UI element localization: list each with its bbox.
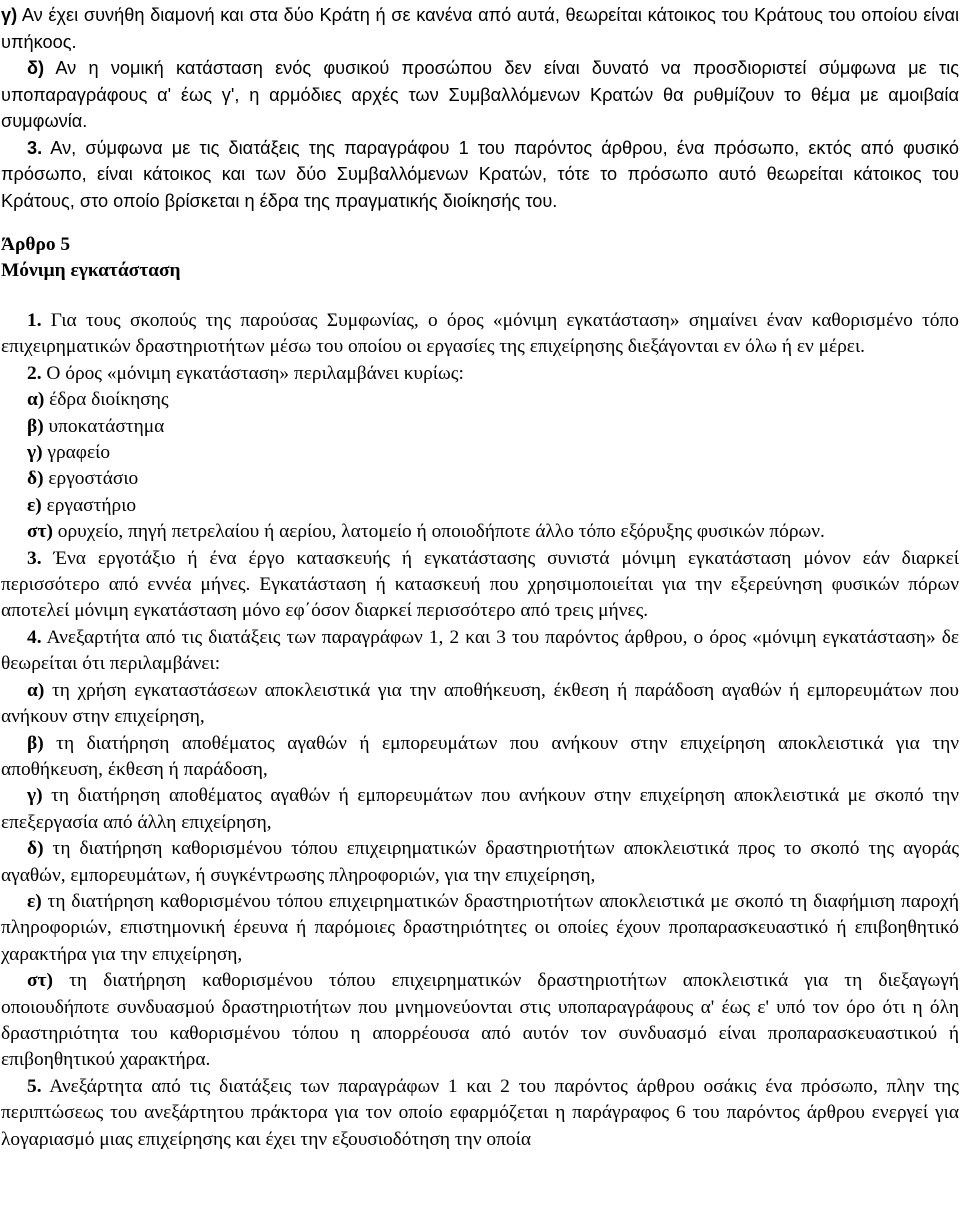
list-item-st bbox=[1, 519, 959, 545]
item-marker: 4. bbox=[27, 626, 42, 648]
item-marker: στ) bbox=[27, 521, 53, 543]
item-text: τη διατήρηση καθορισμένου τόπου επιχειρηματικών δραστηριοτήτων αποκλειστικά για τη διεξαγωγή οποιουδήποτε συνδυασμού δραστηριοτήτων που μνημονεύονται στις υποπαραγράφους α' έως ε' υπό τον όρο ότι η όλη δραστηριότητα του καθορισμένου τόπου η απορρέουσα από αυτόν τον συνδυασμό είναι προπαρασκευαστικού ή επιβοηθητικού χαρακτήρα. bbox=[1, 970, 959, 1071]
article-heading bbox=[1, 232, 959, 284]
exclusion-item-beta bbox=[1, 731, 959, 784]
list-item-gamma bbox=[1, 440, 959, 466]
item-marker: β) bbox=[27, 732, 44, 754]
item-marker: 2. bbox=[27, 362, 42, 384]
list-item-alpha bbox=[1, 387, 959, 413]
paragraph-text: Αν, σύμφωνα με τις διατάξεις της παραγράφου 1 του παρόντος άρθρου, ένα πρόσωπο, εκτός από φυσικό πρόσωπο, είναι κάτοικος και των δύο Συμβαλλόμενων Κρατών, τότε το πρόσωπο αυτό θεωρείται κάτοικος του Κράτους, στο οποίο βρίσκεται η έδρα της πραγματικής διοίκησής του. bbox=[1, 137, 959, 211]
item-text: υποκατάστημα bbox=[43, 415, 165, 437]
exclusion-item-alpha bbox=[1, 678, 959, 731]
paragraph-subitem-gamma bbox=[1, 2, 959, 55]
item-text: τη διατήρηση καθορισμένου τόπου επιχειρηματικών δραστηριοτήτων αποκλειστικά με σκοπό τη διαφήμιση παροχή πληροφοριών, επιστημονική έρευνα ή παρόμοιες δραστηριότητες οι οποίες έχουν προπαρασκευαστικό ή επιβοηθητικό χαρακτήρα για την επιχείρηση, bbox=[1, 890, 959, 965]
paragraph-text: Ένα εργοτάξιο ή ένα έργο κατασκευής ή εγκατάστασης συνιστά μόνιμη εγκατάσταση μόνον εάν διαρκεί περισσότερο από εννέα μήνες. Εγκατάσταση ή κατασκευή που χρησιμοποιείται για την εξερεύνηση φυσικών πόρων αποτελεί μόνιμη εγκατάσταση μόνο εφ΄όσον διαρκεί περισσότερο από τρεις μήνες. bbox=[1, 547, 959, 622]
paragraph-1 bbox=[1, 308, 959, 361]
item-marker: γ) bbox=[27, 785, 43, 807]
item-marker: δ) bbox=[27, 838, 44, 860]
list-item-beta bbox=[1, 414, 959, 440]
item-marker: ε) bbox=[27, 494, 42, 516]
paragraph-text: Ανεξάρτητα από τις διατάξεις των παραγράφων 1 και 2 του παρόντος άρθρου οσάκις ένα πρόσωπο, πλην της περιπτώσεως του ανεξάρτητου πράκτορα για τον οποίο εφαρμόζεται η παράγραφος 6 του παρόντος άρθρου ενεργεί για λογαριασμό μιας επιχείρησης και έχει την εξουσιοδότηση την οποία bbox=[1, 1075, 959, 1150]
exclusion-item-gamma bbox=[1, 783, 959, 836]
list-item-delta bbox=[1, 466, 959, 492]
item-text: εργαστήριο bbox=[41, 494, 137, 516]
article-5-body bbox=[1, 308, 959, 1153]
paragraph-text: Αν η νομική κατάσταση ενός φυσικού προσώπου δεν είναι δυνατό να προσδιοριστεί σύμφωνα με τις υποπαραγράφους α' έως γ', η αρμόδιες αρχές των Συμβαλλόμενων Κρατών θα ρυθμίζουν το θέμα με αμοιβαία συμφωνία. bbox=[1, 58, 959, 131]
paragraph-subitem-delta bbox=[1, 55, 959, 135]
item-marker: δ) bbox=[27, 468, 44, 490]
item-marker: 1. bbox=[27, 310, 42, 331]
item-text: ορυχείο, πηγή πετρελαίου ή αερίου, λατομείο ή οποιοδήποτε άλλο τόπο εξόρυξης φυσικών πόρων. bbox=[52, 521, 825, 543]
paragraph-2 bbox=[1, 361, 959, 387]
exclusion-item-epsilon bbox=[1, 889, 959, 968]
item-marker: β) bbox=[27, 415, 44, 437]
item-text: έδρα διοίκησης bbox=[44, 389, 169, 411]
item-text: τη διατήρηση αποθέματος αγαθών ή εμπορευμάτων που ανήκουν στην επιχείρηση αποκλειστικά με σκοπό την επεξεργασία από άλλη επιχείρηση, bbox=[1, 785, 959, 833]
paragraph-text: Αν έχει συνήθη διαμονή και στα δύο Κράτη ή σε κανένα από αυτά, θεωρείται κάτοικος του Κράτους του οποίου είναι υπήκοος. bbox=[1, 5, 959, 52]
paragraph-3 bbox=[1, 546, 959, 625]
article-4-continuation bbox=[1, 2, 959, 214]
item-text: τη διατήρηση αποθέματος αγαθών ή εμπορευμάτων που ανήκουν στην επιχείρηση αποκλειστικά για την αποθήκευση, έκθεση ή παράδοση, bbox=[1, 732, 959, 780]
article-title: Μόνιμη εγκατάσταση bbox=[1, 260, 181, 281]
item-text: εργοστάσιο bbox=[43, 468, 139, 490]
paragraph-text: Για τους σκοπούς της παρούσας Συμφωνίας, ο όρος «μόνιμη εγκατάσταση» σημαίνει έναν καθορισμένο τόπο επιχειρηματικών δραστηριοτήτων μέσω του οποίου οι εργασίες της επιχείρησης διεξάγονται εν όλω ή εν μέρει. bbox=[1, 310, 959, 358]
item-marker: 3. bbox=[27, 547, 42, 569]
item-text: τη χρήση εγκαταστάσεων αποκλειστικά για την αποθήκευση, έκθεση ή παράδοση αγαθών ή εμπορευμάτων που ανήκουν στην επιχείρηση, bbox=[1, 679, 959, 728]
document-page bbox=[1, 0, 959, 1212]
item-marker: στ) bbox=[27, 970, 53, 992]
paragraph-5 bbox=[1, 1074, 959, 1153]
paragraph-text: Ανεξαρτήτα από τις διατάξεις των παραγράφων 1, 2 και 3 του παρόντος άρθρου, ο όρος «μόνιμη εγκατάσταση» δε θεωρείται ότι περιλαμβάνει: bbox=[1, 626, 959, 675]
item-marker: ε) bbox=[27, 890, 42, 912]
item-marker: α) bbox=[27, 389, 45, 411]
paragraph-text: Ο όρος «μόνιμη εγκατάσταση» περιλαμβάνει κυρίως: bbox=[41, 362, 464, 384]
item-text: τη διατήρηση καθορισμένου τόπου επιχειρηματικών δραστηριοτήτων αποκλειστικά προς το σκοπό της αγοράς αγαθών, εμπορευμάτων, ή συγκέντρωσης πληροφοριών, για την επιχείρηση, bbox=[1, 838, 959, 886]
item-marker: 3. bbox=[27, 137, 43, 158]
paragraph-4 bbox=[1, 625, 959, 678]
item-text: γραφείο bbox=[42, 442, 111, 464]
list-item-epsilon bbox=[1, 493, 959, 519]
exclusion-item-st bbox=[1, 968, 959, 1074]
article-number: Άρθρο 5 bbox=[1, 234, 71, 255]
item-marker: γ) bbox=[27, 442, 43, 464]
item-marker: 5. bbox=[27, 1075, 42, 1097]
item-marker: α) bbox=[27, 679, 45, 701]
paragraph-3 bbox=[1, 135, 959, 215]
exclusion-item-delta bbox=[1, 836, 959, 889]
item-marker: γ) bbox=[1, 5, 18, 25]
item-marker: δ) bbox=[27, 58, 45, 78]
